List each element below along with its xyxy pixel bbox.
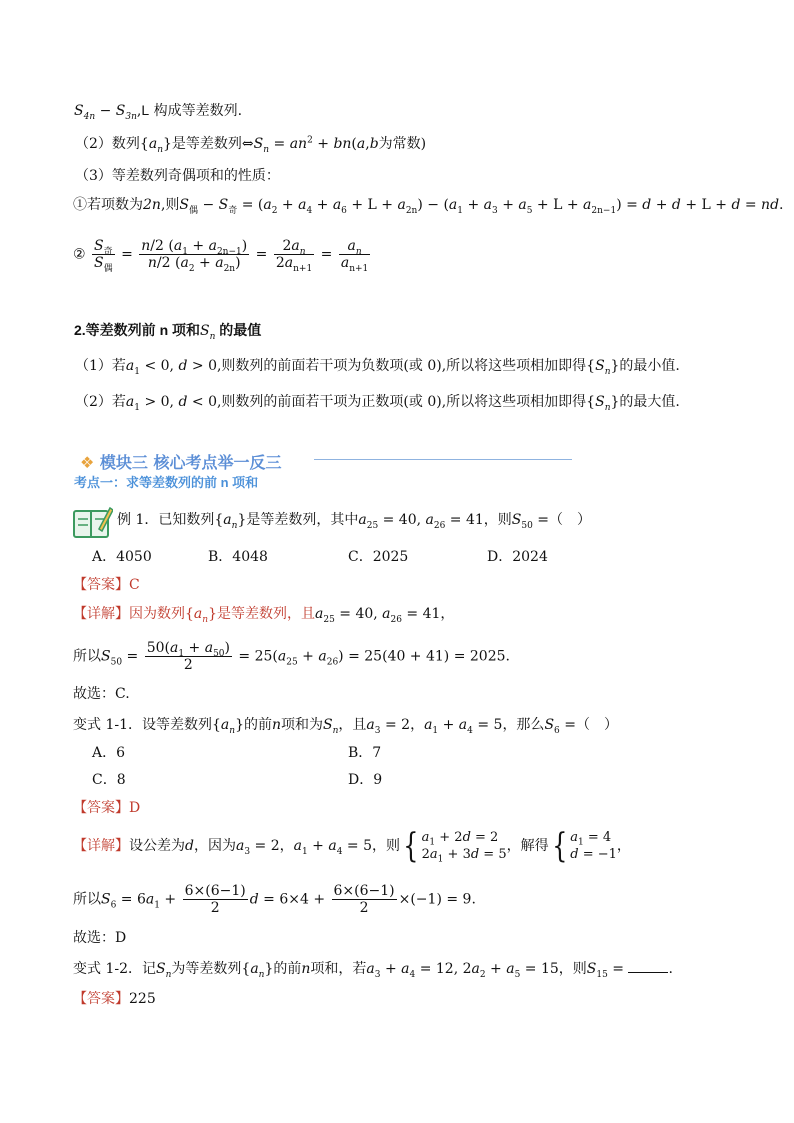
example-1-option-c: C．2025 [348, 549, 409, 565]
intro-line-5: ② $\frac{S_奇}{S_偶}$ = $\frac{n/2 (a_1 + a_{2n-1})}{n/2 (a_2 + a_{2n})}$ = $\frac{2a_n}{2a_{n+1}}$ = $\frac{a_n}{a_{n+1}}$ [73, 238, 369, 274]
variant-1-1-option-d: D．9 [348, 772, 383, 788]
example-1-choice: 故选：C. [73, 686, 130, 702]
section-2-item-2: （2）若$a_1 > 0$, d < 0,则数列的前面若干项为正数项(或 0),所以将这些项相加即得$\{S_n\}$的最大值. [75, 394, 680, 413]
diamond-arrows-icon: ❖ [80, 453, 95, 472]
variant-1-1-option-a: A．6 [92, 745, 126, 761]
example-1-answer: 【答案】C [73, 577, 140, 593]
variant-1-2-answer: 【答案】225 [73, 991, 156, 1007]
intro-line-1: $S_{4n} - S_{3n},L$ 构成等差数列. [74, 102, 243, 122]
example-1-stem: 例 1．已知数列$\{a_n\}$是等差数列，其中$a_{25} = 40$, $a_{26} = 41$，则$S_{50}$ =（ ） [117, 512, 592, 531]
intro-line-4: ①若项数为2n,则$S_偶 - S_奇 = (a_2 + a_4 + a_6 + L + a_{2n}) - (a_1 + a_3 + a_5 + L + a_{2n-1}) = d + d + L + d$ = nd. [73, 197, 784, 216]
answer-blank [628, 960, 668, 973]
notebook-pencil-icon [73, 505, 113, 539]
intro-line-3: （3）等差数列奇偶项和的性质： [75, 168, 280, 184]
variant-1-1-computation: 所以$S_6 = 6a_1$ + $\frac{6\times(6-1)}{2}$ d = 6×4 + $\frac{6\times(6-1)}{2}$ ×(−1) = 9. [73, 883, 476, 916]
variant-1-1-choice: 故选：D [73, 930, 127, 946]
module-title: ❖ 模块三 核心考点举一反三 [80, 453, 282, 472]
module-divider [314, 459, 572, 460]
variant-1-1-stem: 变式 1-1．设等差数列$\{a_n\}$的前n项和为$S_n$，且$a_3 = 2$，$a_1 + a_4 = 5$，那么$S_6$ =（ ） [73, 717, 618, 736]
example-1-option-b: B．4048 [208, 549, 268, 565]
exam-point-title: 考点一：求等差数列的前 n 项和 [74, 475, 259, 490]
example-1-computation: 所以$S_{50}$ = $\frac{50(a_1 + a_{50})}{2}$ = $25(a_{25} + a_{26}) = 25(40 + 41) = 2025$. [73, 640, 510, 673]
example-1-option-a: A．4050 [92, 549, 152, 565]
intro-text-1: 构成等差数列. [153, 103, 243, 119]
example-1-detail: 【详解】因为数列$\{a_n\}$是等差数列，且$a_{25} = 40$, $a_{26} = 41$， [73, 606, 455, 625]
section-2-item-1: （1）若$a_1 < 0$, d > 0,则数列的前面若干项为负数项(或 0),所以将这些项相加即得$\{S_n\}$的最小值. [75, 358, 680, 377]
variant-1-1-detail: 【详解】设公差为d，因为$a_3 = 2$，$a_1 + a_4 = 5$，则{ $a_1 + 2d = 2$ $2a_1 + 3d = 5$，解得{ $a_1 = 4$ d = −1， [73, 826, 631, 866]
variant-1-2-stem: 变式 1-2．记$S_n$为等差数列$\{a_n\}$的前n项和，若$a_3 + a_4 = 12$, $2a_2 + a_5 = 15$，则$S_{15}$ = . [73, 961, 673, 980]
section-2-title: 2.等差数列前 n 项和$S_n$ 的最值 [74, 322, 262, 342]
variant-1-1-option-c: C．8 [92, 772, 126, 788]
intro-line-2: （2）数列$\{a_n\}$是等差数列$\Leftrightarrow S_n = an^2 + bn(a,b$为常数) [75, 135, 427, 155]
example-1-option-d: D．2024 [487, 549, 548, 565]
variant-1-1-answer: 【答案】D [73, 800, 141, 816]
variant-1-1-option-b: B．7 [348, 745, 382, 761]
